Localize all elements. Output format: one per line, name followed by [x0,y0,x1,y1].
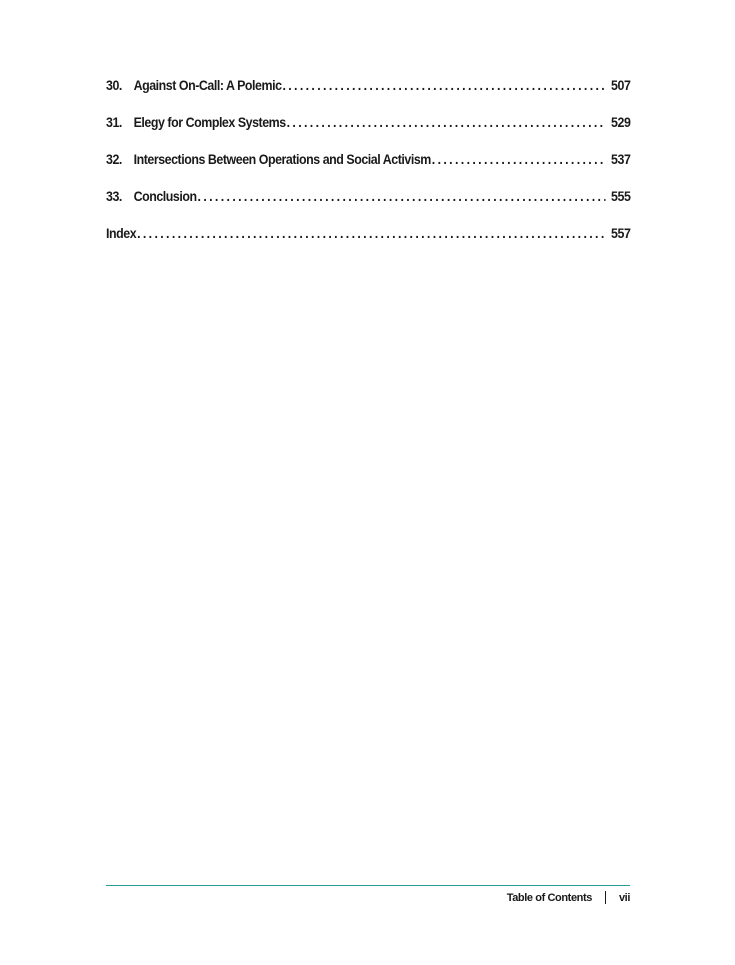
toc-entry-index[interactable] [106,226,630,263]
toc-entry-32[interactable] [106,152,630,189]
toc-entry-31[interactable] [106,115,630,152]
dot-leader [432,152,606,167]
dot-leader [137,226,605,241]
footer-section-title: Table of Contents [506,891,592,904]
toc-entry-page: 557 [611,226,631,241]
toc-entry-title: Against On-Call: A Polemic [133,78,282,93]
dot-leader [282,78,605,93]
toc-entry-number: 32. [106,152,122,167]
page-footer [507,891,630,904]
toc-entry-number: 33. [106,189,122,204]
toc-entry-title: Index [106,226,137,241]
toc-entry-page: 529 [611,115,631,130]
toc-entry-number: 31. [106,115,122,130]
toc-entry-30[interactable] [106,78,630,115]
footer-rule [106,885,630,886]
toc-entry-page: 555 [611,189,631,204]
toc-entry-title: Conclusion [133,189,197,204]
table-of-contents [106,78,630,263]
toc-entry-title: Intersections Between Operations and Social Activism [133,152,431,167]
toc-entry-page: 507 [611,78,631,93]
dot-leader [287,115,606,130]
footer-separator [605,891,606,904]
toc-entry-page: 537 [611,152,631,167]
toc-entry-number: 30. [106,78,122,93]
dot-leader [198,189,606,204]
toc-entry-title: Elegy for Complex Systems [133,115,286,130]
toc-entry-33[interactable] [106,189,630,226]
footer-page-number: vii [618,891,630,904]
